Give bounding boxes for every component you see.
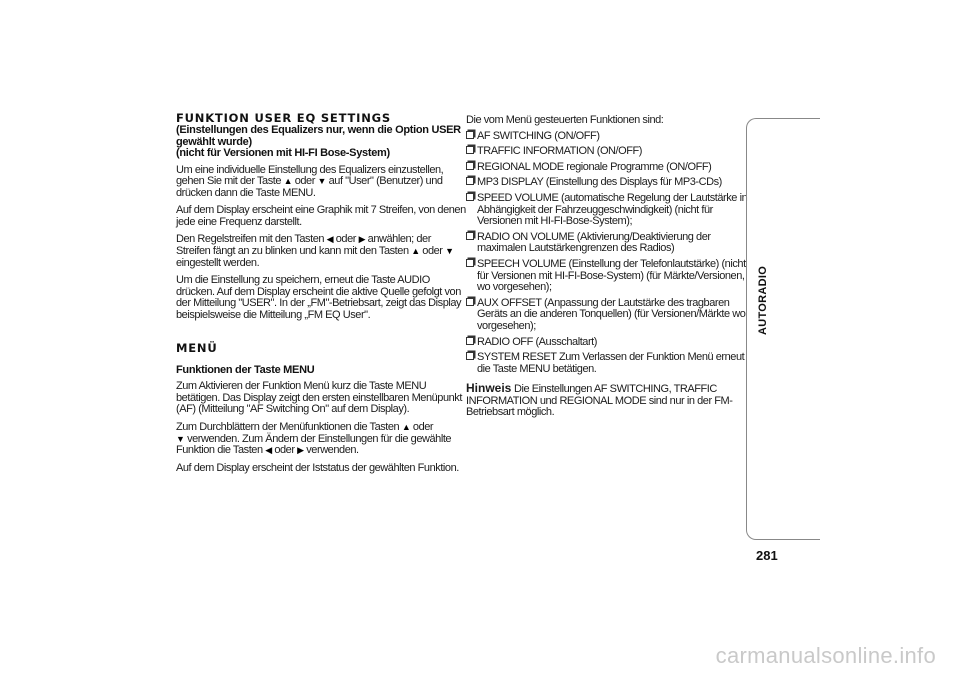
hinweis-note: Hinweis Die Einstellungen AF SWITCHING, TRAFFIC INFORMATION und REGIONAL MODE sind nur in der FM-Betriebsart möglich.: [466, 381, 733, 419]
list-item: SPEECH VOLUME (Einstellung der Telefonlautstärke) (nicht für Versionen mit HI-FI-Bose-System) (für Märkte/Versionen, wo vorgesehen);: [466, 259, 756, 294]
checkbox-icon: [466, 352, 474, 360]
list-item: MP3 DISPLAY (Einstellung des Displays für MP3-CDs): [466, 177, 756, 189]
checkbox-icon: [466, 131, 474, 139]
checkbox-icon: [466, 337, 474, 345]
list-item: TRAFFIC INFORMATION (ON/OFF): [466, 146, 756, 158]
left-column: [176, 112, 466, 474]
section-title-user-eq: FUNKTION USER EQ SETTINGS: [176, 111, 391, 125]
list-item: AUX OFFSET (Anpassung der Lautstärke des tragbaren Geräts an die anderen Tonquellen) (für Versionen/Märkte wo vorgesehen);: [466, 298, 756, 333]
arrow-left-icon: ◀: [265, 445, 272, 456]
chapter-label: AUTORADIO: [757, 265, 769, 335]
arrow-left-icon: ◀: [326, 234, 334, 245]
watermark: carmanualsonline.info: [715, 643, 936, 668]
checkbox-icon: [466, 232, 474, 240]
arrow-right-icon: ▶: [297, 445, 304, 456]
checkbox-icon: [466, 193, 474, 201]
arrow-up-icon: ▲: [401, 421, 411, 432]
arrow-up-icon: ▲: [411, 246, 420, 257]
menu-functions-list: [466, 131, 756, 376]
arrow-up-icon: ▲: [283, 176, 293, 187]
paragraph-eq-graphic: Auf dem Display erscheint eine Graphik mit 7 Streifen, von denen jede eine Frequenz darstellt.: [176, 204, 466, 228]
list-item: SYSTEM RESET Zum Verlassen der Funktion Menü erneut die Taste MENU betätigen.: [466, 352, 756, 375]
section-subtitle-bose-note: (nicht für Versionen mit HI-FI Bose-System): [176, 147, 390, 159]
checkbox-icon: [466, 146, 474, 154]
paragraph-eq-adjust: Den Regelstreifen mit den Tasten ◀ oder ▶ anwählen; der Streifen fängt an zu blinken und kann mit den Tasten ▲ oder ▼ eingestellt werden.: [176, 233, 454, 269]
list-item: AF SWITCHING (ON/OFF): [466, 131, 756, 143]
paragraph-menu-status: Auf dem Display erscheint der Iststatus der gewählten Funktion.: [176, 461, 459, 474]
page-number: 281: [756, 548, 778, 563]
list-item: RADIO OFF (Ausschaltart): [466, 337, 756, 349]
checkbox-icon: [466, 298, 474, 306]
list-item: SPEED VOLUME (automatische Regelung der Lautstärke in Abhängigkeit der Fahrzeuggeschwindigkeit) (nicht für Versionen mit HI-FI-Bose-System);: [466, 193, 756, 228]
section-title-menu: MENÜ: [176, 340, 218, 355]
hinweis-label: Hinweis: [466, 381, 512, 396]
arrow-down-icon: ▼: [176, 433, 185, 444]
list-item: REGIONAL MODE regionale Programme (ON/OFF): [466, 162, 756, 174]
paragraph-menu-browse: Zum Durchblättern der Menüfunktionen die Tasten ▲ oder ▼ verwenden. Zum Ändern der Einstellungen für die gewählte Funktion die Tasten ◀ oder ▶ verwenden.: [176, 420, 452, 457]
right-column: [466, 112, 756, 419]
paragraph-eq-select: Um eine individuelle Einstellung des Equalizers einzustellen, gehen Sie mit der Taste ▲ oder ▼ auf "User" (Benutzer) und drücken dann die Taste MENU.: [176, 163, 444, 199]
section-subtitle-menu: Funktionen der Taste MENU: [176, 363, 315, 376]
section-subtitle-user-eq: (Einstellungen des Equalizers nur, wenn die Option USER gewählt wurde): [176, 124, 461, 148]
checkbox-icon: [466, 162, 474, 170]
arrow-down-icon: ▼: [317, 176, 326, 187]
arrow-down-icon: ▼: [445, 246, 454, 257]
checkbox-icon: [466, 177, 474, 185]
paragraph-menu-activate: Zum Aktivieren der Funktion Menü kurz die Taste MENU betätigen. Das Display zeigt den ersten einstellbaren Menüpunkt (AF) (Mitteilung "AF Switching On" auf dem Display).: [176, 380, 462, 416]
menu-functions-intro: Die vom Menü gesteuerten Funktionen sind:: [466, 114, 664, 126]
checkbox-icon: [466, 259, 474, 267]
paragraph-eq-save: Um die Einstellung zu speichern, erneut die Taste AUDIO drücken. Auf dem Display erscheint die aktive Quelle gefolgt von der Mitteilung "USER". In der „FM"-Betriebsart, zeigt das Display beispielsweise die Mitteilung „FM EQ User".: [176, 274, 462, 322]
list-item: RADIO ON VOLUME (Aktivierung/Deaktivierung der maximalen Lautstärkengrenzen des Radios): [466, 232, 756, 255]
arrow-right-icon: ▶: [358, 234, 366, 245]
